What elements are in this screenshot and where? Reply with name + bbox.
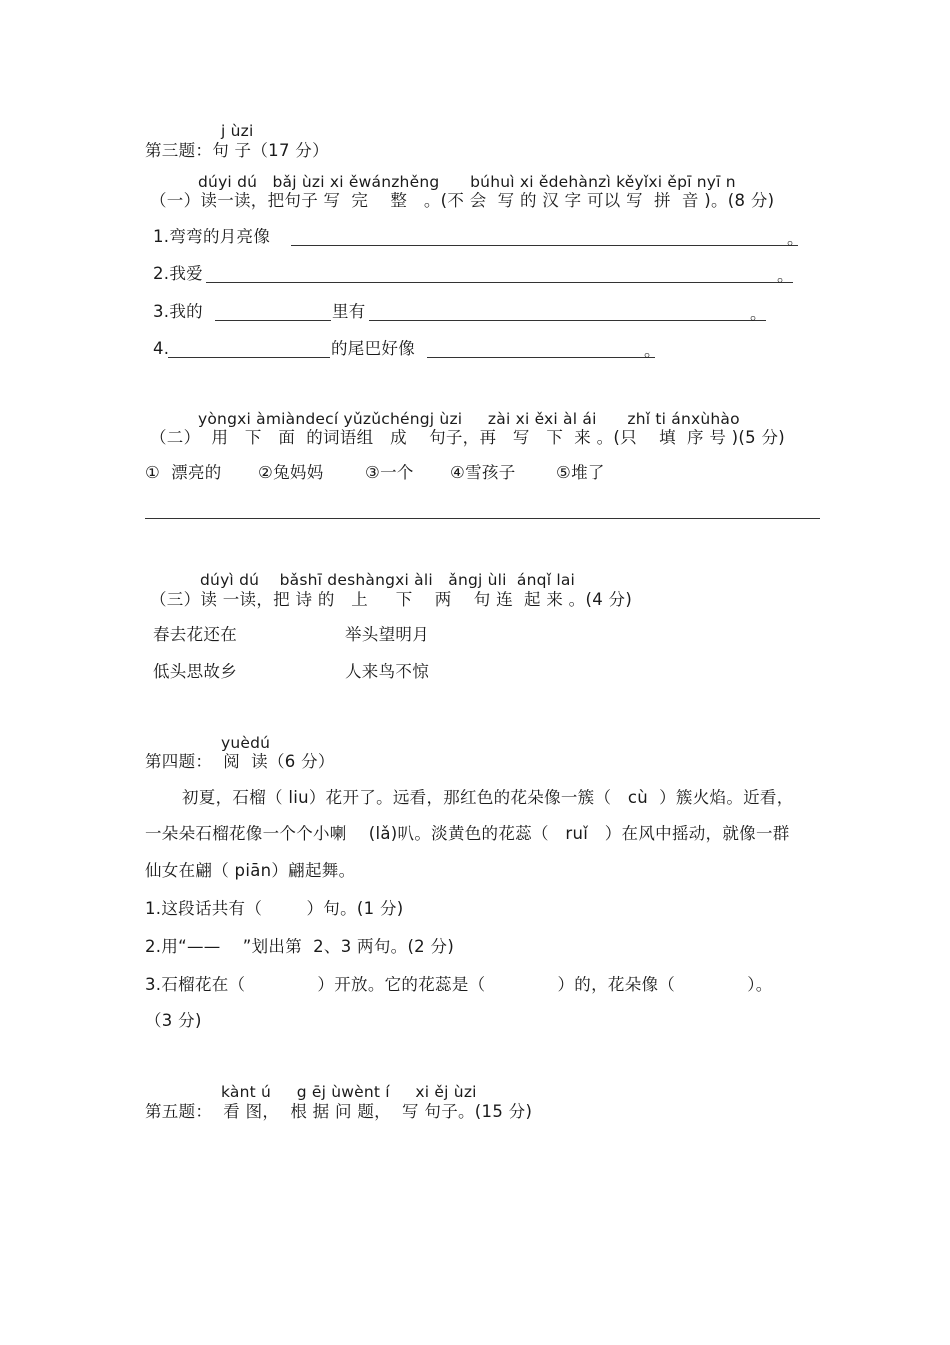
question-2: 2.用“—— ”划出第 2、3 两句。(2 分)	[145, 937, 455, 956]
poem-line-2-left[interactable]: 低头思故乡	[153, 662, 237, 681]
item3-blank-b[interactable]	[369, 320, 766, 321]
section3-pinyin: j ùzi	[221, 122, 254, 140]
word-4: ④雪孩子	[450, 463, 516, 482]
part1-pinyin: dúyi dú bǎj ùzi xi ěwánzhěng búhuì xi ědehànzì kěyǐxi ěpī nyī n	[198, 173, 736, 191]
poem-line-1-right[interactable]: 举头望明月	[345, 625, 429, 644]
word-3: ③一个	[365, 463, 414, 482]
question-3: 3.石榴花在（ ）开放。它的花蕊是（ ）的，花朵像（ ）。	[145, 975, 773, 994]
answer-line[interactable]	[145, 518, 820, 519]
word-1: ① 漂亮的	[145, 463, 222, 482]
part2-title: （二） 用 下 面 的词语组 成 句子，再 写 下 来 。(只 填 序 号 )(5 分)	[150, 428, 786, 447]
item3-label: 3.我的	[153, 302, 203, 321]
poem-line-1-left[interactable]: 春去花还在	[153, 625, 237, 644]
item1-label: 1.弯弯的月亮像	[153, 227, 271, 246]
item3-mid: 里有	[332, 302, 366, 321]
section5-pinyin: kànt ú g ēj ùwènt í xi ěj ùzi	[221, 1083, 477, 1101]
question-3-score: （3 分)	[145, 1011, 202, 1030]
item4-mid: 的尾巴好像	[331, 339, 415, 358]
poem-line-2-right[interactable]: 人来鸟不惊	[345, 662, 429, 681]
item1-end: 。	[787, 229, 804, 248]
section4-title: 第四题： 阅 读（6 分）	[145, 752, 335, 771]
word-2: ②兔妈妈	[258, 463, 324, 482]
item4-blank-b[interactable]	[427, 357, 655, 358]
item1-blank[interactable]	[291, 245, 798, 246]
item4-blank-a[interactable]	[168, 357, 330, 358]
section4-pinyin: yuèdú	[221, 734, 271, 752]
part2-pinyin: yòngxi àmiàndecí yǔzǔchéngj ùzi zài xi ěxi àl ái zhǐ ti ánxùhào	[198, 410, 740, 428]
part1-title: （一）读一读，把句子 写 完 整 。(不 会 写 的 汉 字 可以 写 拼 音 )。(8 分)	[150, 191, 775, 210]
item3-end: 。	[750, 304, 767, 323]
item3-blank-a[interactable]	[215, 320, 331, 321]
item2-end: 。	[777, 266, 794, 285]
section5-title: 第五题： 看 图， 根 据 问 题， 写 句子。(15 分)	[145, 1102, 533, 1121]
item2-label: 2.我爱	[153, 264, 203, 283]
question-1: 1.这段话共有（ ）句。(1 分)	[145, 899, 404, 918]
part3-pinyin: dúyì dú bǎshī deshàngxi àli ǎngj ùli ánqǐ lai	[200, 571, 576, 589]
section3-title: 第三题：句 子（17 分）	[145, 141, 329, 160]
part3-title: （三）读 一读，把 诗 的 上 下 两 句 连 起 来 。(4 分)	[150, 590, 633, 609]
item2-blank[interactable]	[206, 282, 793, 283]
passage-line-3: 仙女在翩（ piān）翩起舞。	[145, 861, 356, 880]
word-5: ⑤堆了	[556, 463, 605, 482]
passage-line-2: 一朵朵石榴花像一个个小喇 (lǎ)叭。淡黄色的花蕊（ ruǐ ）在风中摇动，就像一群	[145, 824, 790, 843]
item4-end: 。	[644, 341, 661, 360]
item4-label: 4.	[153, 339, 170, 358]
passage-line-1: 初夏，石榴（ liu）花开了。远看，那红色的花朵像一簇（ cù ）簇火焰。近看，	[182, 788, 794, 807]
